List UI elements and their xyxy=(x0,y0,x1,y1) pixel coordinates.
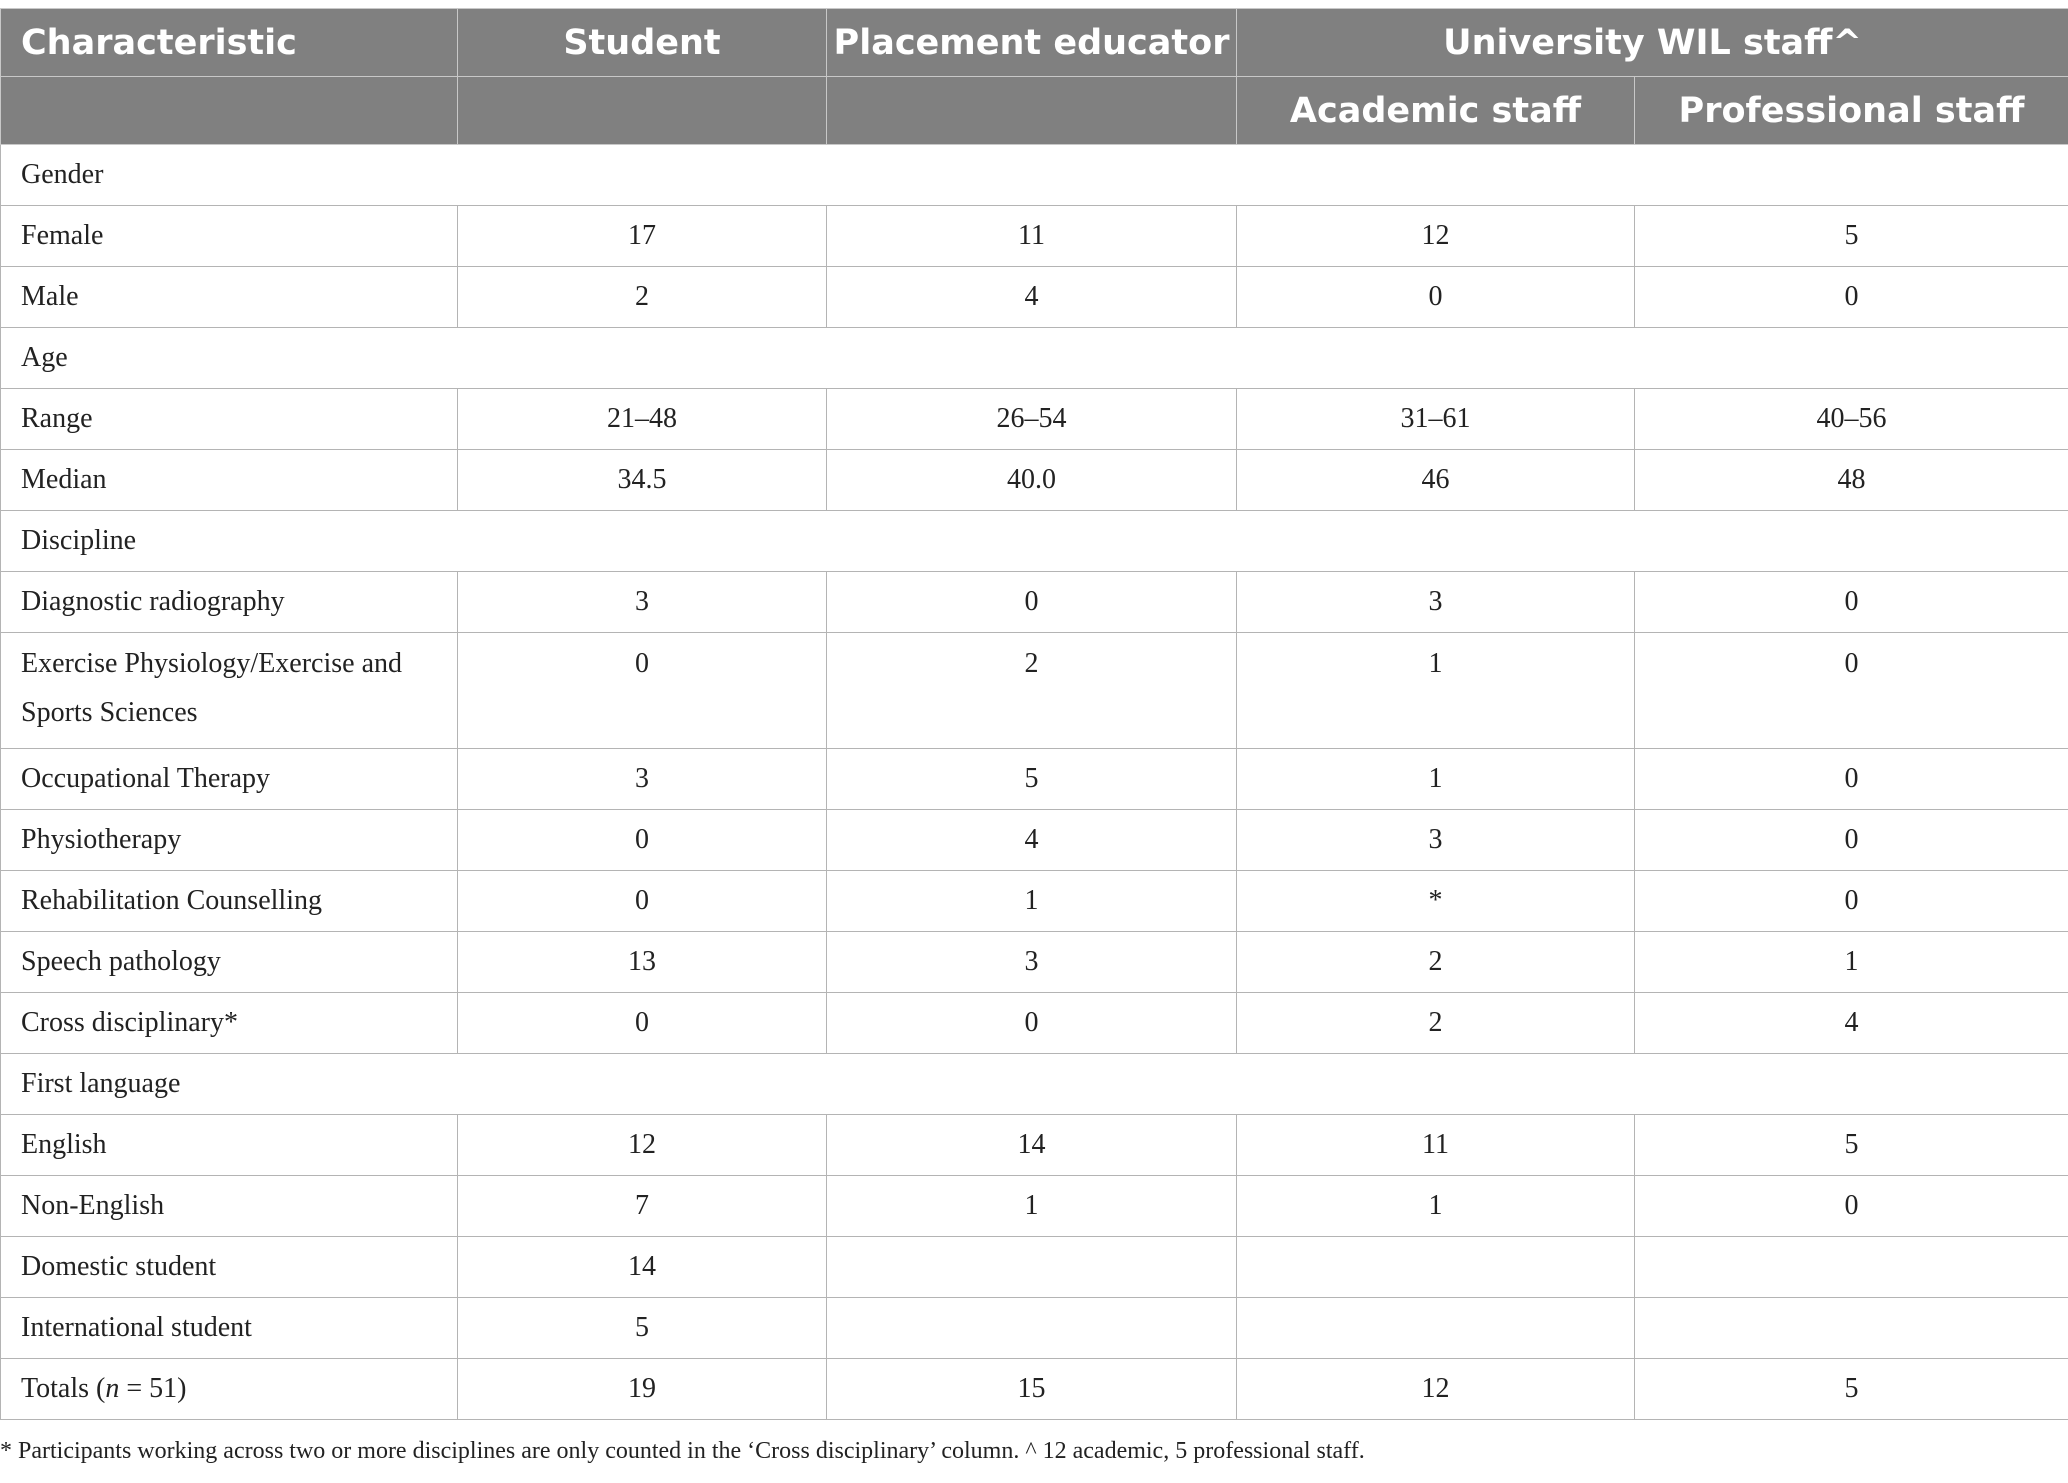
section-row xyxy=(1,511,2068,572)
cell-student: 3 xyxy=(458,572,827,633)
cell-professional-staff: 48 xyxy=(1635,450,2068,511)
section-row xyxy=(1,328,2068,389)
cell-placement-educator: 40.0 xyxy=(827,450,1237,511)
row-label: Speech pathology xyxy=(1,932,458,993)
table-row xyxy=(1,932,2068,993)
cell-placement-educator: 4 xyxy=(827,810,1237,871)
table-row xyxy=(1,810,2068,871)
section-label: Age xyxy=(1,328,2068,389)
cell-academic-staff: 3 xyxy=(1237,572,1635,633)
row-label: Cross disciplinary* xyxy=(1,993,458,1054)
cell-academic-staff: 0 xyxy=(1237,267,1635,328)
section-label: Gender xyxy=(1,145,2068,206)
cell-student: 2 xyxy=(458,267,827,328)
cell-professional-staff: 0 xyxy=(1635,1176,2068,1237)
cell-academic-staff: 31–61 xyxy=(1237,389,1635,450)
row-label: English xyxy=(1,1115,458,1176)
cell-academic-staff: 12 xyxy=(1237,1359,1635,1420)
cell-placement-educator: 14 xyxy=(827,1115,1237,1176)
header-empty-1 xyxy=(1,77,458,145)
totals-label-suffix: = 51) xyxy=(119,1373,187,1404)
row-label: International student xyxy=(1,1298,458,1359)
cell-academic-staff: 11 xyxy=(1237,1115,1635,1176)
cell-placement-educator: 3 xyxy=(827,932,1237,993)
cell-placement-educator xyxy=(827,1237,1237,1298)
table-row xyxy=(1,267,2068,328)
cell-student: 21–48 xyxy=(458,389,827,450)
cell-professional-staff: 4 xyxy=(1635,993,2068,1054)
header-university-wil-staff: University WIL staff^ xyxy=(1237,9,2068,77)
table-row xyxy=(1,572,2068,633)
header-row-1 xyxy=(1,9,2068,77)
cell-academic-staff: 12 xyxy=(1237,206,1635,267)
row-label: Female xyxy=(1,206,458,267)
row-label: Rehabilitation Counselling xyxy=(1,871,458,932)
row-label: Diagnostic radiography xyxy=(1,572,458,633)
cell-placement-educator: 15 xyxy=(827,1359,1237,1420)
cell-academic-staff: 1 xyxy=(1237,1176,1635,1237)
header-characteristic: Characteristic xyxy=(1,9,458,77)
cell-placement-educator: 11 xyxy=(827,206,1237,267)
participant-characteristics-table xyxy=(0,8,2068,1420)
table-row xyxy=(1,450,2068,511)
cell-student: 0 xyxy=(458,633,827,749)
row-label: Range xyxy=(1,389,458,450)
table-footnote: * Participants working across two or more disciplines are only counted in the ‘Cross disciplinary’ column. ^ 12 academic, 5 professional staff. xyxy=(0,1438,1365,1464)
cell-academic-staff xyxy=(1237,1237,1635,1298)
header-academic-staff: Academic staff xyxy=(1237,77,1635,145)
table-row xyxy=(1,1237,2068,1298)
header-row-2 xyxy=(1,77,2068,145)
cell-professional-staff: 5 xyxy=(1635,206,2068,267)
section-label: First language xyxy=(1,1054,2068,1115)
table-row xyxy=(1,749,2068,810)
cell-professional-staff: 0 xyxy=(1635,749,2068,810)
cell-placement-educator: 1 xyxy=(827,1176,1237,1237)
row-label: Exercise Physiology/Exercise and Sports Sciences xyxy=(1,633,458,749)
totals-label-prefix: Totals ( xyxy=(21,1373,106,1404)
cell-professional-staff: 1 xyxy=(1635,932,2068,993)
row-label: Median xyxy=(1,450,458,511)
cell-academic-staff: 1 xyxy=(1237,633,1635,749)
row-label: Domestic student xyxy=(1,1237,458,1298)
header-placement-educator: Placement educator xyxy=(827,9,1237,77)
cell-professional-staff: 0 xyxy=(1635,572,2068,633)
cell-academic-staff: 2 xyxy=(1237,932,1635,993)
cell-placement-educator: 0 xyxy=(827,993,1237,1054)
cell-placement-educator: 1 xyxy=(827,871,1237,932)
cell-student: 3 xyxy=(458,749,827,810)
table-row xyxy=(1,1176,2068,1237)
row-label xyxy=(1,1359,458,1420)
cell-academic-staff: 1 xyxy=(1237,749,1635,810)
cell-professional-staff: 0 xyxy=(1635,267,2068,328)
section-row xyxy=(1,1054,2068,1115)
cell-student: 13 xyxy=(458,932,827,993)
cell-student: 0 xyxy=(458,810,827,871)
cell-professional-staff: 0 xyxy=(1635,810,2068,871)
cell-student: 7 xyxy=(458,1176,827,1237)
row-label: Occupational Therapy xyxy=(1,749,458,810)
cell-professional-staff: 0 xyxy=(1635,633,2068,749)
cell-professional-staff: 0 xyxy=(1635,871,2068,932)
cell-placement-educator: 0 xyxy=(827,572,1237,633)
cell-professional-staff xyxy=(1635,1237,2068,1298)
cell-placement-educator xyxy=(827,1298,1237,1359)
section-row xyxy=(1,145,2068,206)
table-row xyxy=(1,871,2068,932)
cell-academic-staff: 2 xyxy=(1237,993,1635,1054)
header-professional-staff: Professional staff xyxy=(1635,77,2068,145)
cell-placement-educator: 26–54 xyxy=(827,389,1237,450)
table-row xyxy=(1,206,2068,267)
totals-row xyxy=(1,1359,2068,1420)
table-row xyxy=(1,633,2068,749)
table-row xyxy=(1,1115,2068,1176)
cell-professional-staff xyxy=(1635,1298,2068,1359)
cell-student: 19 xyxy=(458,1359,827,1420)
cell-student: 12 xyxy=(458,1115,827,1176)
table-row xyxy=(1,1298,2068,1359)
header-student: Student xyxy=(458,9,827,77)
table-row xyxy=(1,389,2068,450)
cell-placement-educator: 4 xyxy=(827,267,1237,328)
cell-student: 0 xyxy=(458,871,827,932)
table-body xyxy=(1,145,2068,1420)
cell-professional-staff: 40–56 xyxy=(1635,389,2068,450)
cell-student: 5 xyxy=(458,1298,827,1359)
cell-professional-staff: 5 xyxy=(1635,1359,2068,1420)
cell-academic-staff: 46 xyxy=(1237,450,1635,511)
cell-academic-staff xyxy=(1237,1298,1635,1359)
cell-placement-educator: 5 xyxy=(827,749,1237,810)
header-empty-3 xyxy=(827,77,1237,145)
cell-student: 34.5 xyxy=(458,450,827,511)
cell-academic-staff: * xyxy=(1237,871,1635,932)
cell-student: 14 xyxy=(458,1237,827,1298)
row-label: Male xyxy=(1,267,458,328)
row-label: Physiotherapy xyxy=(1,810,458,871)
row-label: Non-English xyxy=(1,1176,458,1237)
totals-label-variable: n xyxy=(105,1373,120,1404)
table-header xyxy=(1,9,2068,145)
cell-student: 17 xyxy=(458,206,827,267)
cell-professional-staff: 5 xyxy=(1635,1115,2068,1176)
cell-academic-staff: 3 xyxy=(1237,810,1635,871)
participant-characteristics-table-wrapper xyxy=(0,8,2068,1420)
cell-student: 0 xyxy=(458,993,827,1054)
cell-placement-educator: 2 xyxy=(827,633,1237,749)
header-empty-2 xyxy=(458,77,827,145)
section-label: Discipline xyxy=(1,511,2068,572)
table-row xyxy=(1,993,2068,1054)
